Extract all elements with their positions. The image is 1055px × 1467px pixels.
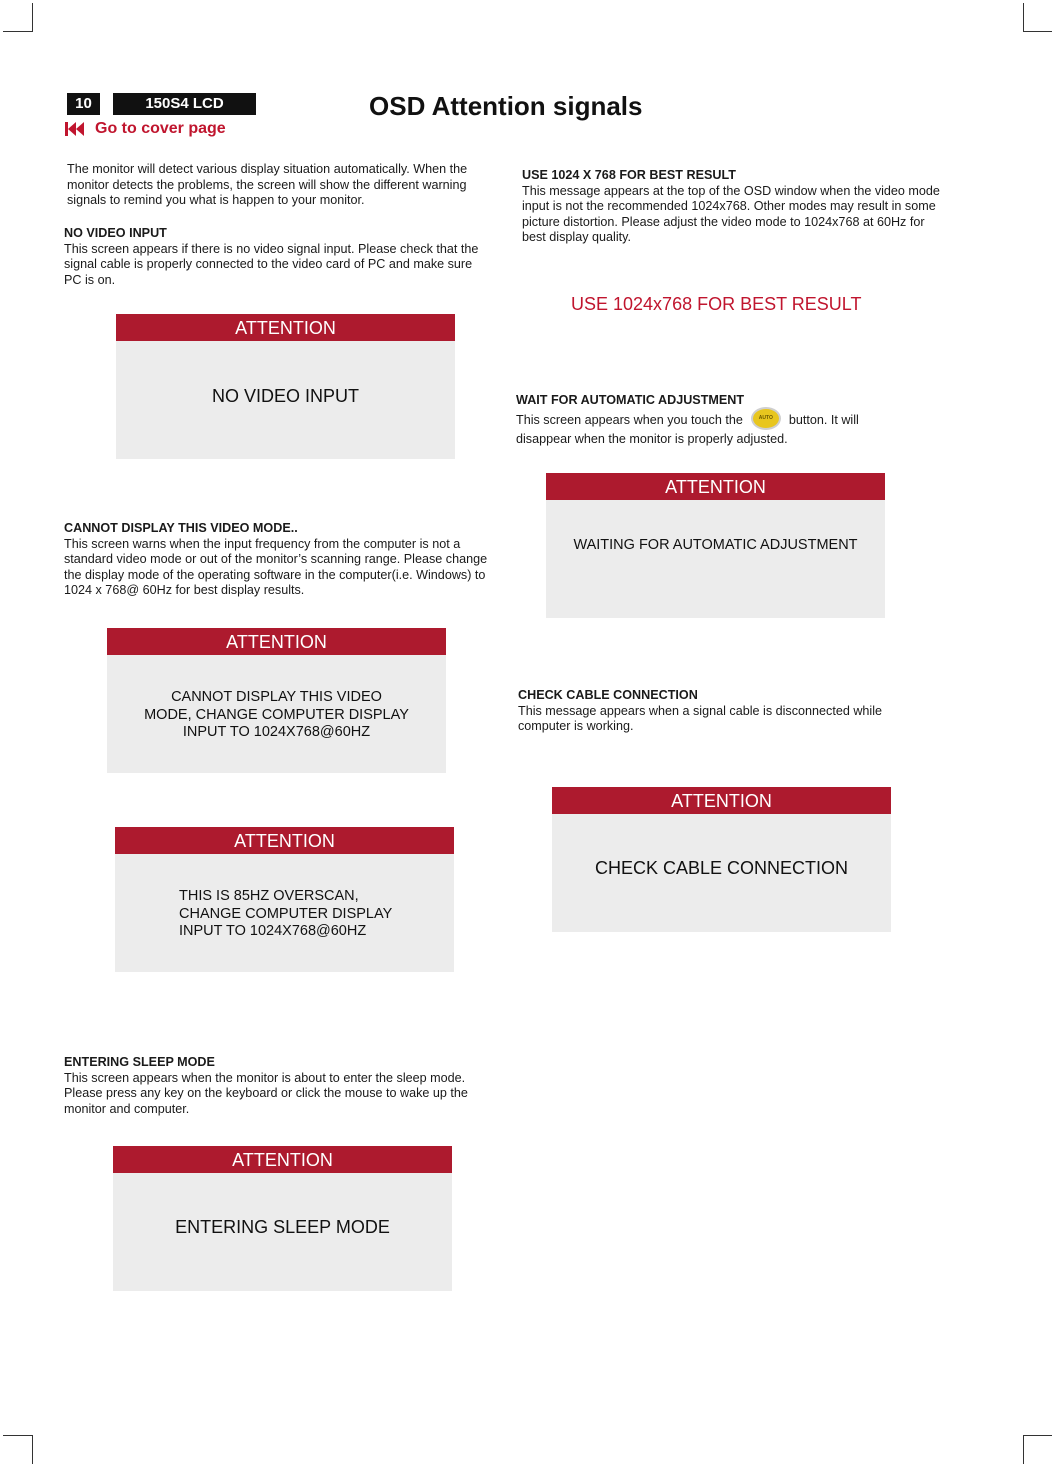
best-result-osd-text: USE 1024x768 FOR BEST RESULT [571,294,862,314]
sleep-section [64,1055,484,1117]
crop-mark [32,3,33,32]
best-result-body: This message appears at the top of the OSD window when the video mode input is not the recommended 1024x768. Other modes may result in some picture distortion. Please adjust the video mode to 1024x768 at 60Hz for best display quality. [522,183,940,245]
cable-osd-box [552,787,891,932]
sleep-body: This screen appears when the monitor is about to enter the sleep mode. Please press any key on the keyboard or click the mouse to wake up the monitor and computer. [64,1070,468,1116]
go-to-cover-label: Go to cover page [95,120,226,137]
page-number: 10 [67,93,100,115]
crop-mark [1023,1435,1024,1464]
auto-adjust-section [516,393,916,447]
crop-mark [1023,1435,1052,1436]
osd-line: CHANGE COMPUTER DISPLAY [179,905,393,922]
no-video-section [64,226,484,288]
crop-mark [3,1435,32,1436]
no-video-osd-box [116,314,455,459]
crop-mark [1023,3,1024,32]
cannot-display-osd-box [107,628,446,773]
crop-mark [3,31,32,32]
no-video-heading: NO VIDEO INPUT [64,226,167,240]
osd-line: MODE, CHANGE COMPUTER DISPLAY [144,706,409,723]
sleep-osd-message: ENTERING SLEEP MODE [175,1217,390,1237]
cable-heading: CHECK CABLE CONNECTION [518,688,698,702]
model-badge: 150S4 LCD [113,93,256,115]
crop-mark [32,1435,33,1464]
cannot-display-heading: CANNOT DISPLAY THIS VIDEO MODE.. [64,521,298,535]
sleep-osd-box [113,1146,452,1291]
cable-osd-message: CHECK CABLE CONNECTION [594,858,849,878]
cannot-display-section [64,521,504,599]
best-result-heading: USE 1024 X 768 FOR BEST RESULT [522,168,736,182]
intro-paragraph: The monitor will detect various display situation automatically. When the monitor detects the problems, the screen will show the different warning signals to remind you what is happen to your monitor. [67,162,468,208]
attention-header: ATTENTION [546,473,885,500]
osd-line: INPUT TO 1024X768@60HZ [182,724,371,740]
attention-header: ATTENTION [107,628,446,655]
overscan-osd-box [115,827,454,972]
skip-back-icon [65,121,85,137]
attention-header: ATTENTION [116,314,455,341]
attention-header: ATTENTION [115,827,454,854]
cable-body: This message appears when a signal cable is disconnected while computer is working. [518,703,883,734]
cannot-display-body: This screen warns when the input frequency from the computer is not a standard video mode or out of the monitor’s scanning range. Please change the display mode of the operating software in the computer(i.e. Windows) to 1024 x 768@ 60Hz for best display results. [64,536,488,598]
cable-section [518,688,938,735]
page-title: OSD Attention signals [369,91,643,121]
auto-adjust-heading: WAIT FOR AUTOMATIC ADJUSTMENT [516,393,745,407]
auto-adjust-body-after: button. It will disappear when the monitor is properly adjusted. [516,412,859,446]
osd-line: CANNOT DISPLAY THIS VIDEO [171,689,382,705]
cannot-display-osd-message [107,689,446,742]
attention-header: ATTENTION [552,787,891,814]
crop-mark [1023,31,1052,32]
auto-adjust-osd-box [546,473,885,618]
sleep-heading: ENTERING SLEEP MODE [64,1055,215,1069]
attention-header: ATTENTION [113,1146,452,1173]
no-video-body: This screen appears if there is no video signal input. Please check that the signal cable is properly connected to the video card of PC and make sure PC is on. [64,241,479,287]
go-to-cover-link[interactable] [65,120,226,138]
osd-line: THIS IS 85HZ OVERSCAN, [179,888,359,904]
auto-adjust-osd-message: WAITING FOR AUTOMATIC ADJUSTMENT [573,537,858,553]
auto-button-icon: AUTO [751,407,781,430]
no-video-osd-message: NO VIDEO INPUT [211,386,359,406]
auto-adjust-body-before: This screen appears when you touch the [516,412,743,427]
overscan-osd-message [179,888,392,941]
best-result-section [522,168,947,246]
osd-line: INPUT TO 1024X768@60HZ [179,923,367,939]
